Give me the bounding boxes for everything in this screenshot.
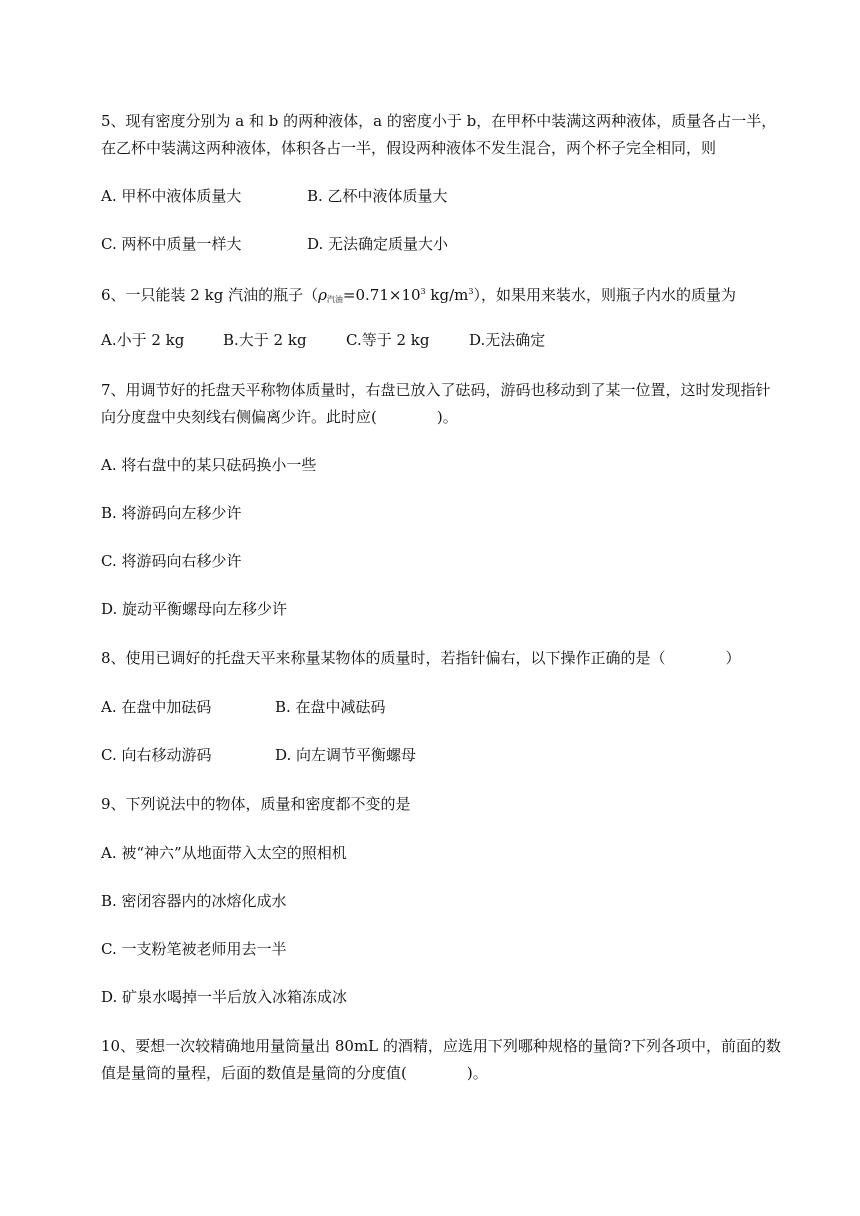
q8-option-c: C. 向右移动游码 [101,746,212,764]
q7-option-a: A. 将右盘中的某只砝码换小一些 [101,456,317,474]
q6-option-a: A.小于 2 kg [101,331,185,349]
q9-option-b: B. 密闭容器内的冰熔化成水 [101,892,287,910]
rho-subscript: 汽油 [326,295,343,304]
q10-stem-line-2: 值是量筒的量程，后面的数值是量筒的分度值( )。 [101,1064,488,1082]
q6-option-b: B.大于 2 kg [223,331,307,349]
rho-symbol: ρ [318,286,327,304]
q6-option-d: D.无法确定 [469,331,546,349]
q9-stem: 9、下列说法中的物体，质量和密度都不变的是 [101,795,411,813]
q6-options-row [101,330,801,350]
q6-stem-after: ），如果用来装水，则瓶子内水的质量为 [473,286,736,304]
q8-option-d: D. 向左调节平衡螺母 [275,746,417,764]
q7-stem-line-1: 7、用调节好的托盘天平称物体质量时，右盘已放入了砝码，游码也移动到了某一位置，这时发现指针 [101,381,771,399]
q8-options-row-1 [101,697,801,717]
q6-stem [101,282,736,310]
q5-option-d: D. 无法确定质量大小 [307,235,449,253]
density-unit: kg/m [425,286,469,304]
unit-exponent: 3 [468,287,474,296]
q7-stem-line-2: 向分度盘中央刻线右侧偏离少许。此时应( )。 [101,408,458,426]
q9-option-d: D. 矿泉水喝掉一半后放入冰箱冻成冰 [101,988,348,1006]
q5-options-row-2 [101,234,801,254]
q9-option-a: A. 被“神六”从地面带入太空的照相机 [101,844,347,862]
q6-stem-before: 6、一只能装 2 kg 汽油的瓶子（ [101,286,319,304]
q7-option-c: C. 将游码向右移少许 [101,552,242,570]
q5-option-a: A. 甲杯中液体质量大 [101,187,242,205]
q6-option-c: C.等于 2 kg [346,331,430,349]
q5-option-b: B. 乙杯中液体质量大 [307,187,448,205]
q5-stem-line-1: 5、现有密度分别为 a 和 b 的两种液体，a 的密度小于 b，在甲杯中装满这两种液体，质量各占一半， [101,112,777,130]
q5-stem-line-2: 在乙杯中装满这两种液体，体积各占一半，假设两种液体不发生混合，两个杯子完全相同，则 [101,139,717,157]
q8-option-b: B. 在盘中减砝码 [275,698,386,716]
density-exponent: 3 [420,287,426,296]
q7-option-d: D. 旋动平衡螺母向左移少许 [101,600,288,618]
density-value: =0.71×10 [342,286,421,304]
q8-stem: 8、使用已调好的托盘天平来称量某物体的质量时，若指针偏右，以下操作正确的是（ ） [101,649,741,667]
q5-option-c: C. 两杯中质量一样大 [101,235,242,253]
q10-stem-line-1: 10、要想一次较精确地用量筒量出 80mL 的酒精，应选用下列哪种规格的量筒?下列各项中，前面的数 [101,1037,781,1055]
q9-option-c: C. 一支粉笔被老师用去一半 [101,940,287,958]
q5-options-row-1 [101,186,801,206]
q7-option-b: B. 将游码向左移少许 [101,504,242,522]
q8-options-row-2 [101,745,801,765]
q8-option-a: A. 在盘中加砝码 [101,698,212,716]
